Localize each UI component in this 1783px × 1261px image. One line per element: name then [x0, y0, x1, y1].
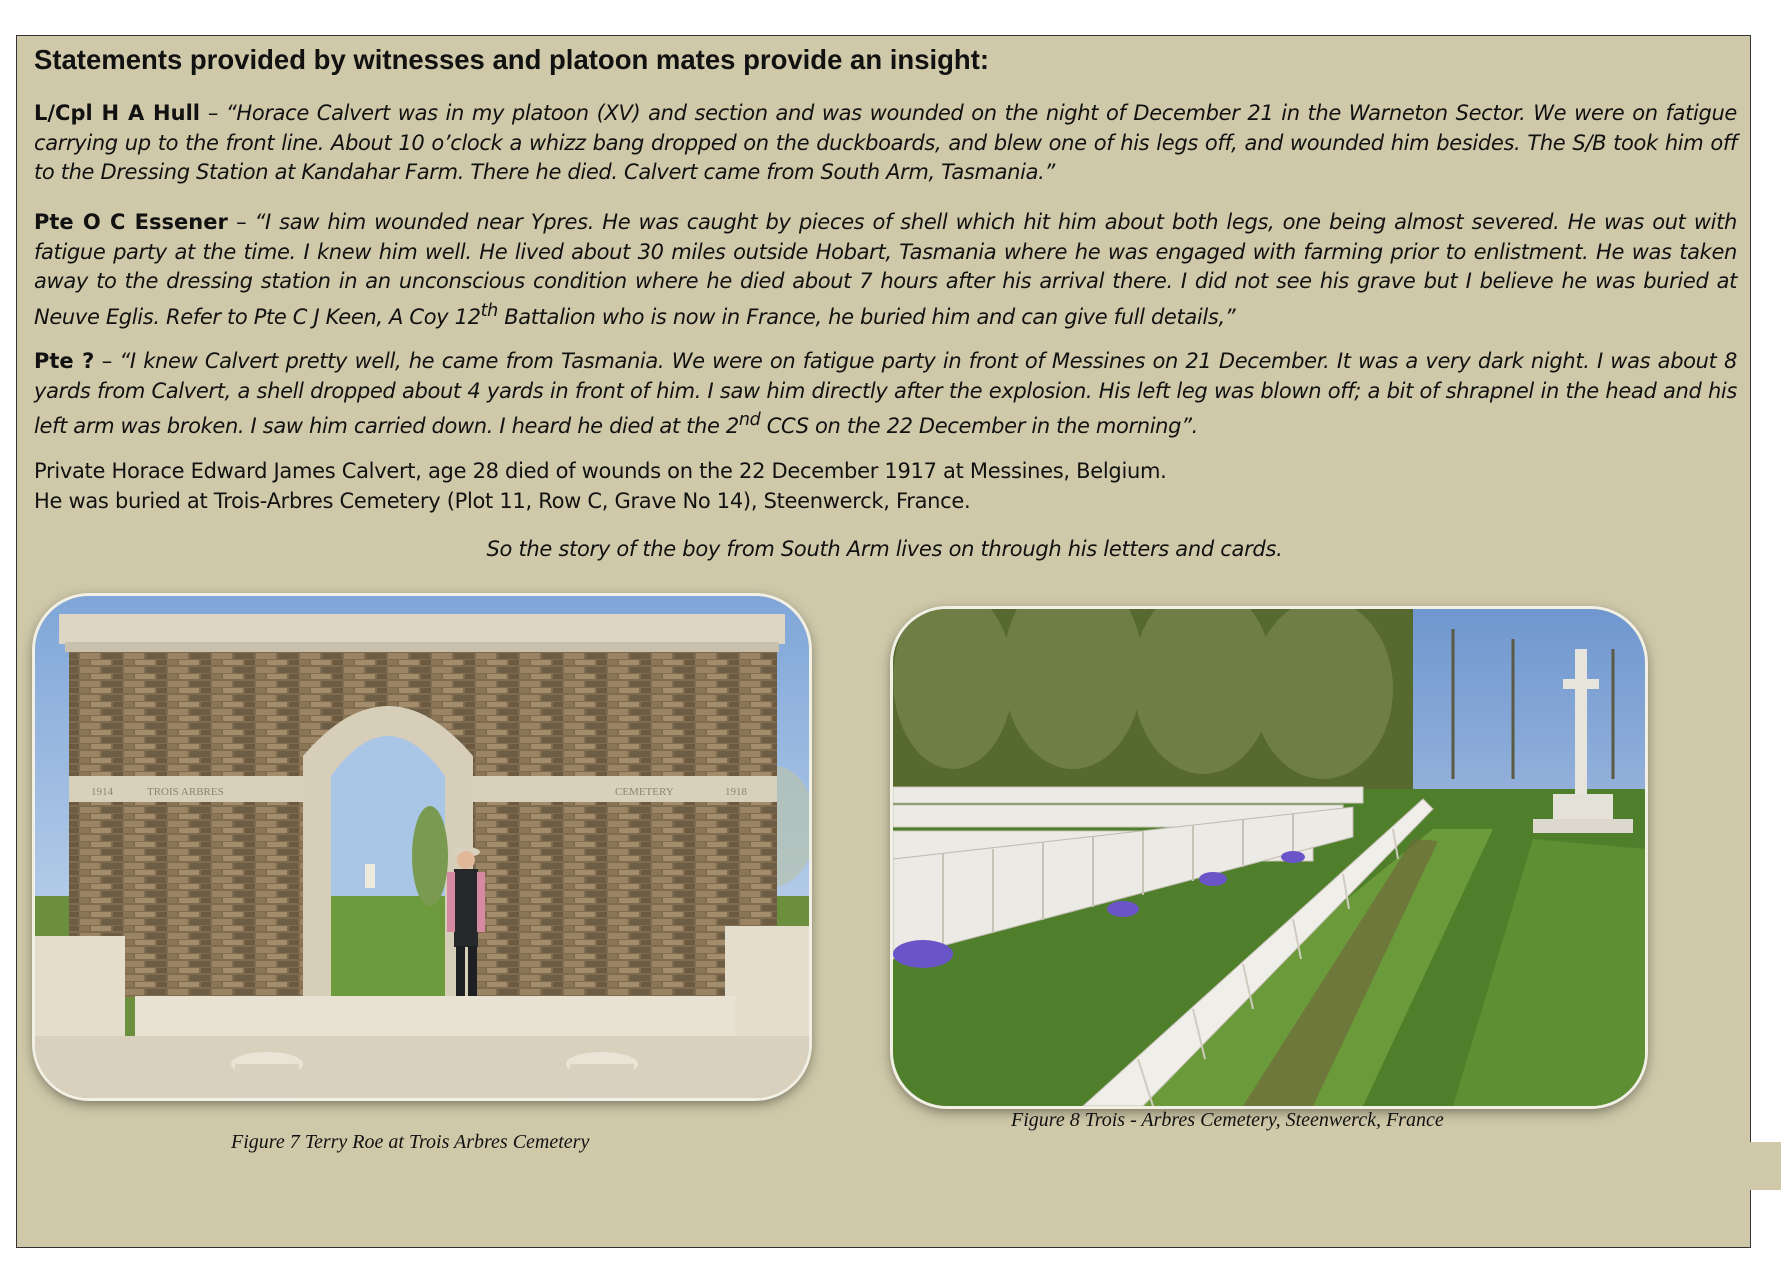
summary-line-2: He was buried at Trois-Arbres Cemetery (Plot 11, Row C, Grave No 14), Steenwerck, France.: [34, 489, 971, 513]
statement-hull: L/Cpl H A Hull – “Horace Calvert was in my platoon (XV) and section and was wounded on the night of December 21 in the Warneton Sector. We were on fatigue carrying up to the front line. About 10 o’clock a whizz bang dropped on the duckboards, and blew one of his legs off, and wounded him besides. The S/B took him off to the Dressing Station at Kandahar Farm. There he died. Calvert came from South Arm, Tasmania.”: [34, 101, 1737, 184]
document-panel: [16, 35, 1751, 1248]
witness-name: Pte O C Essener: [34, 210, 228, 234]
summary-line-1: Private Horace Edward James Calvert, age 28 died of wounds on the 22 December 1917 at Messines, Belgium.: [34, 459, 1167, 483]
closing-line: So the story of the boy from South Arm lives on through his letters and cards.: [486, 537, 1283, 561]
inscription-cemetery: CEMETERY: [615, 786, 674, 798]
figure-8-caption: Figure 8 Trois - Arbres Cemetery, Steenwerck, France: [1011, 1109, 1444, 1131]
witness-name: L/Cpl H A Hull: [34, 101, 200, 125]
superscript: nd: [738, 410, 761, 430]
photo-cemetery-rows: [893, 609, 1645, 1106]
statement-essener: Pte O C Essener – “I saw him wounded near Ypres. He was caught by pieces of shell which hit him about both legs, one being almost severed. He was out with fatigue party at the time. I knew him well. He lived about 30 miles outside Hobart, Tasmania where he was engaged with farming prior to enlistment. He was taken away to the dressing station in an unconscious condition where he died about 7 hours after his arrival there. I did not see his grave but I believe he was buried at Neuve Eglis. Refer to Pte C J Keen, A Coy 12th Battalion who is now in France, he buried him and can give full details,”: [34, 210, 1737, 329]
caption-backdrop: [1011, 1142, 1781, 1190]
figure-7-caption: Figure 7 Terry Roe at Trois Arbres Cemetery: [231, 1131, 590, 1153]
superscript: th: [480, 300, 498, 321]
statement-text: “I saw him wounded near Ypres. He was caught by pieces of shell which hit him about both legs, one being almost severed. He was out with fatigue party at the time. I knew him well. He lived about 30 miles outside Hobart, Tasmania where he was engaged with farming prior to enlistment. He was taken away to the dressing station in an unconscious condition where he died about 7 hours after his arrival there. I did not see his grave but I believe he was buried at Neuve Eglis. Refer to Pte C J Keen, A Coy 12: [34, 210, 1737, 329]
statement-unknown: Pte ? – “I knew Calvert pretty well, he came from Tasmania. We were on fatigue party in front of Messines on 21 December. It was a very dark night. I was about 8 yards from Calvert, a shell dropped about 4 yards in front of him. I saw him directly after the explosion. His left leg was blown off; a bit of shrapnel in the head and his left arm was broken. I saw him carried down. I heard he died at the 2nd CCS on the 22 December in the morning”.: [34, 349, 1737, 438]
witness-name: Pte ?: [34, 349, 95, 373]
inscription-year-right: 1918: [725, 786, 747, 798]
memorial-arch-image: [35, 596, 809, 1098]
inscription-name: TROIS ARBRES: [147, 786, 224, 798]
statement-text-end: Battalion who is now in France, he buried him and can give full details,”: [497, 304, 1236, 329]
statement-text-end: CCS on the 22 December in the morning”.: [760, 414, 1198, 438]
photo-memorial-arch: [35, 596, 809, 1098]
page-heading: Statements provided by witnesses and platoon mates provide an insight:: [34, 44, 990, 75]
inscription-year-left: 1914: [91, 786, 113, 798]
cemetery-rows-image: [893, 609, 1645, 1106]
statement-text: “I knew Calvert pretty well, he came from Tasmania. We were on fatigue party in front of Messines on 21 December. It was a very dark night. I was about 8 yards from Calvert, a shell dropped about 4 yards in front of him. I saw him directly after the explosion. His left leg was blown off; a bit of shrapnel in the head and his left arm was broken. I saw him carried down. I heard he died at the 2: [34, 349, 1737, 438]
statement-text: “Horace Calvert was in my platoon (XV) and section and was wounded on the night of December 21 in the Warneton Sector. We were on fatigue carrying up to the front line. About 10 o’clock a whizz bang dropped on the duckboards, and blew one of his legs off, and wounded him besides. The S/B took him off to the Dressing Station at Kandahar Farm. There he died. Calvert came from South Arm, Tasmania.”: [34, 101, 1737, 184]
